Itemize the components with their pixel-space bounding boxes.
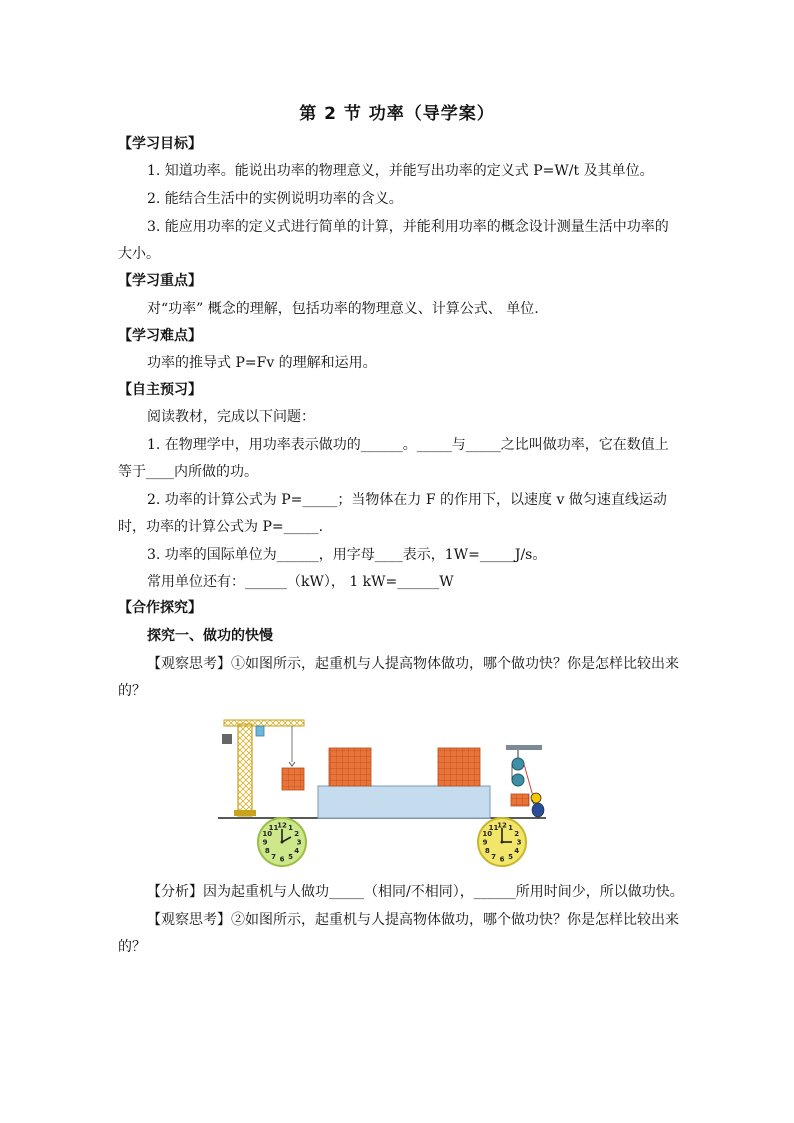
observe-1a: 【观察思考】①如图所示，起重机与人提高物体做功，哪个做功快？你是怎样比较出来 <box>147 656 679 672</box>
clock-right-numeral: 10 <box>482 830 493 838</box>
clock-right-numeral: 5 <box>508 853 513 862</box>
preview-intro: 阅读教材，完成以下问题： <box>147 409 315 425</box>
goals-heading: 【学习目标】 <box>118 136 202 152</box>
analysis-text: 【分析】因为起重机与人做功_____（相同/不相同），______所用时间少，所以做功快。 <box>147 884 684 900</box>
crane-vs-person-figure <box>216 714 546 876</box>
preview-heading: 【自主预习】 <box>118 382 202 398</box>
clock-right-numeral: 3 <box>516 838 522 847</box>
person-figure <box>531 793 544 817</box>
platform <box>318 786 490 818</box>
clock-left-numeral: 1 <box>288 823 293 832</box>
observe-2a: 【观察思考】②如图所示，起重机与人提高物体做功，哪个做功快？你是怎样比较出来 <box>147 912 679 928</box>
clock-left-numeral: 9 <box>262 838 268 847</box>
explore-heading: 【合作探究】 <box>118 600 202 616</box>
explore-sub1: 探究一、做功的快慢 <box>147 628 273 644</box>
clock-right-numeral: 9 <box>482 838 488 847</box>
observe-2b: 的？ <box>118 939 146 955</box>
crane-hook <box>289 762 295 766</box>
clock-right <box>478 818 526 866</box>
key-heading: 【学习重点】 <box>118 273 202 289</box>
clock-right-numeral: 2 <box>514 830 520 838</box>
preview-q2a: 2. 功率的计算公式为 P=_____；当物体在力 F 的作用下，以速度 v 做匀速直线运动 <box>147 492 667 508</box>
pulley-top <box>512 758 524 770</box>
crane-load-brick <box>282 768 304 790</box>
crane-counterweight <box>222 734 232 744</box>
pulley-bottom <box>512 774 524 786</box>
preview-q3: 3. 功率的国际单位为______，用字母____表示，1W=_____J/s。 <box>147 547 547 563</box>
crane <box>222 720 304 816</box>
clock-left-numeral: 4 <box>294 847 300 855</box>
goal-item-1: 1. 知道功率。能说出功率的物理意义，并能写出功率的定义式 P=W/t 及其单位。 <box>147 163 654 179</box>
difficulty-text: 功率的推导式 P=Fv 的理解和运用。 <box>147 355 377 371</box>
preview-q4: 常用单位还有：______（kW）， 1 kW=______W <box>147 574 454 590</box>
clock-left-numeral: 8 <box>264 847 270 855</box>
crane-cab <box>256 726 264 736</box>
clock-right-numeral: 12 <box>497 821 507 830</box>
observe-1b: 的？ <box>118 683 146 699</box>
clock-left-numeral: 3 <box>296 838 302 847</box>
clock-right-numeral: 6 <box>499 855 505 864</box>
pulley-beam <box>506 745 542 750</box>
goal-item-3b: 大小。 <box>118 246 160 262</box>
goal-item-3a: 3. 能应用功率的定义式进行简单的计算，并能利用功率的概念设计测量生活中功率的 <box>147 219 669 235</box>
goal-item-2: 2. 能结合生活中的实例说明功率的含义。 <box>147 191 403 207</box>
brick-stack-left <box>329 748 371 786</box>
preview-q2b: 时，功率的计算公式为 P=_____. <box>118 519 324 535</box>
page-title: 第 2 节 功率（导学案） <box>299 104 495 124</box>
clock-right-numeral: 8 <box>484 847 490 855</box>
pulley-load-brick <box>511 794 529 806</box>
key-text: 对“功率” 概念的理解，包括功率的物理意义、计算公式、 单位. <box>147 301 539 317</box>
preview-q1b: 等于____内所做的功。 <box>118 464 258 480</box>
clock-right-numeral: 1 <box>508 823 513 832</box>
preview-q1a: 1. 在物理学中，用功率表示做功的______。_____与_____之比叫做功率，它在数值上 <box>147 437 669 453</box>
brick-stack-right <box>438 748 480 786</box>
clock-left-numeral: 7 <box>271 853 276 862</box>
clock-left-numeral: 12 <box>277 821 287 830</box>
clock-left-numeral: 6 <box>279 855 285 864</box>
clock-left-numeral: 10 <box>262 830 273 838</box>
clock-right-numeral: 7 <box>491 853 496 862</box>
clock-left <box>258 818 306 866</box>
clock-left-numeral: 5 <box>288 853 293 862</box>
clock-right-numeral: 4 <box>514 847 520 855</box>
clock-right-numeral: 11 <box>488 823 499 832</box>
difficulty-heading: 【学习难点】 <box>118 328 202 344</box>
clock-left-numeral: 2 <box>294 830 300 838</box>
crane-base <box>234 810 256 816</box>
clock-left-numeral: 11 <box>268 823 279 832</box>
